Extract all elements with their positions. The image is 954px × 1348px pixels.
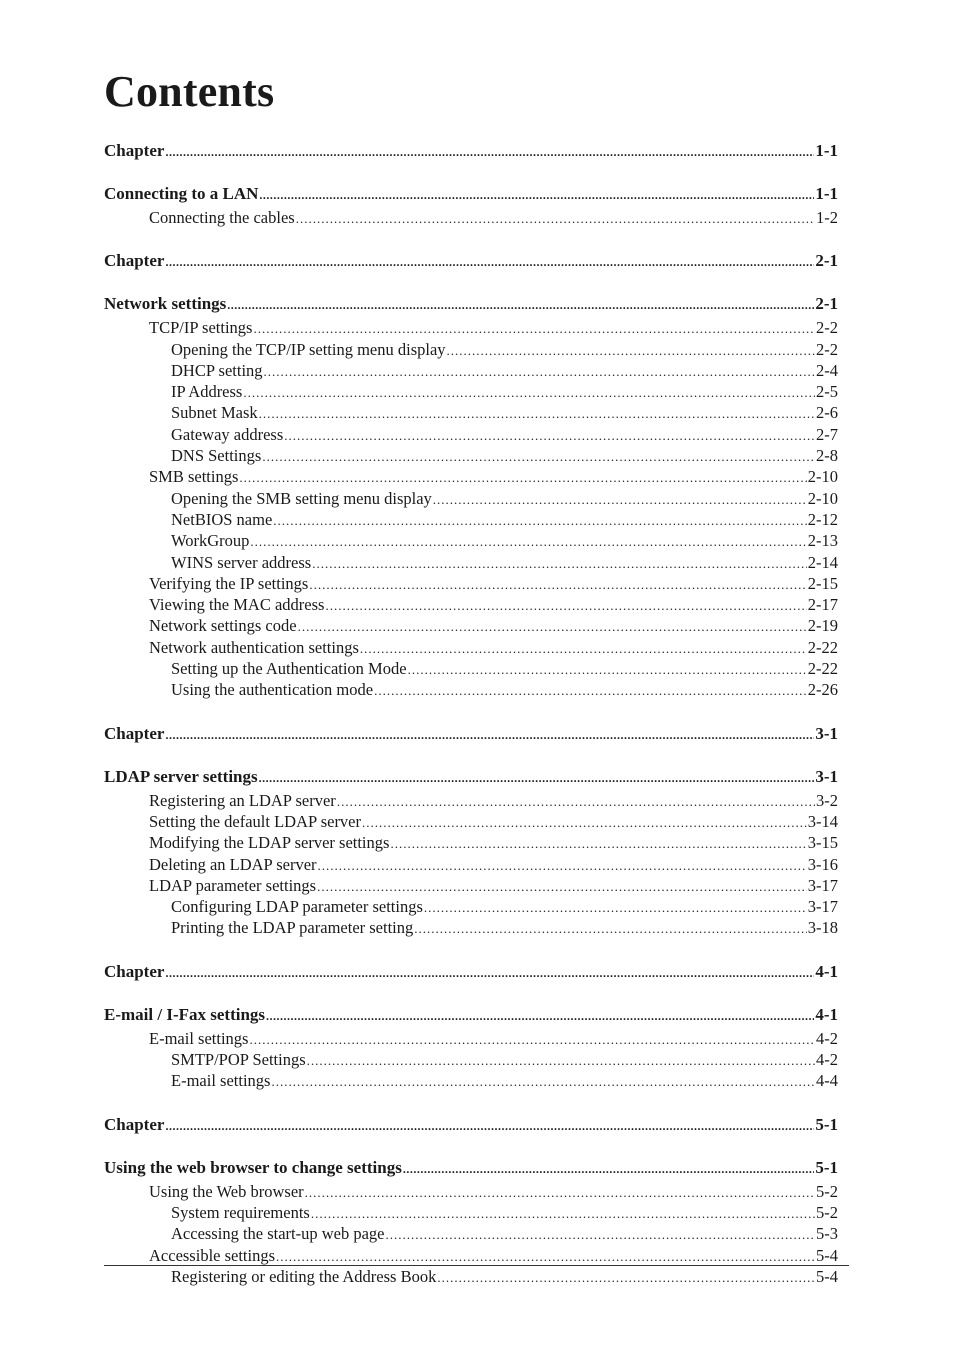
dot-leader xyxy=(243,383,815,403)
toc-subsubsection-entry[interactable] xyxy=(104,1267,838,1288)
toc-entry-page: 3-15 xyxy=(807,833,838,853)
dot-leader xyxy=(250,532,806,552)
toc-entry-title: Registering an LDAP server xyxy=(149,790,336,810)
toc-entry-page: 5-1 xyxy=(815,1114,838,1134)
toc-entry-page: 4-1 xyxy=(815,961,838,981)
toc-entry-page: 5-2 xyxy=(816,1202,838,1222)
toc-section-entry[interactable] xyxy=(104,1158,838,1179)
toc-entry-title: Using the Web browser xyxy=(149,1181,304,1201)
toc-entry-page: 2-1 xyxy=(815,251,838,271)
toc-entry-page: 5-2 xyxy=(816,1181,838,1201)
toc-subsection-entry[interactable] xyxy=(104,833,838,854)
toc-entry-title: Using the authentication mode xyxy=(171,680,374,700)
toc-entry-title: Modifying the LDAP server settings xyxy=(149,833,390,853)
toc-entry-page: 2-19 xyxy=(807,616,838,636)
toc-entry-title: DNS Settings xyxy=(171,446,262,466)
toc-entry-page: 3-18 xyxy=(807,918,838,938)
toc-entry-page: 4-2 xyxy=(816,1028,838,1048)
toc-entry-title: Network settings code xyxy=(149,616,297,636)
toc-entry-page: 5-4 xyxy=(816,1245,838,1265)
toc-entry-title: Gateway address xyxy=(171,424,284,444)
dot-leader xyxy=(239,468,806,488)
dot-leader xyxy=(424,898,807,918)
toc-entry-title: LDAP server settings xyxy=(104,766,258,786)
toc-entry-title: Chapter xyxy=(104,723,165,743)
toc-subsubsection-entry[interactable] xyxy=(104,1071,838,1092)
footer-rule xyxy=(104,1265,849,1266)
dot-leader xyxy=(284,426,815,446)
toc-entry-title: IP Address xyxy=(171,382,243,402)
toc-entry-title: Viewing the MAC address xyxy=(149,595,325,615)
toc-subsubsection-entry[interactable] xyxy=(104,659,838,680)
toc-chapter-entry[interactable] xyxy=(104,962,838,983)
toc-subsubsection-entry[interactable] xyxy=(104,531,838,552)
toc-entry-page: 2-14 xyxy=(807,552,838,572)
toc-entry-page: 3-1 xyxy=(815,723,838,743)
dot-leader xyxy=(165,963,814,983)
toc-entry-page: 2-8 xyxy=(816,446,838,466)
toc-entry-title: Printing the LDAP parameter setting xyxy=(171,918,414,938)
toc-entry-title: WINS server address xyxy=(171,552,312,572)
toc-chapter-entry[interactable] xyxy=(104,724,838,745)
toc-entry-page: 2-12 xyxy=(807,509,838,529)
toc-subsection-entry[interactable] xyxy=(104,855,838,876)
dot-leader xyxy=(276,1247,815,1267)
toc-subsection-entry[interactable] xyxy=(104,876,838,897)
toc-entry-page: 4-2 xyxy=(816,1050,838,1070)
toc-subsubsection-entry[interactable] xyxy=(104,340,838,361)
dot-leader xyxy=(318,856,807,876)
toc-entry-page: 2-5 xyxy=(816,382,838,402)
toc-entry-page: 2-22 xyxy=(807,659,838,679)
toc-chapter-entry[interactable] xyxy=(104,141,838,162)
toc-subsubsection-entry[interactable] xyxy=(104,897,838,918)
toc-section-entry[interactable] xyxy=(104,767,838,788)
toc-entry-page: 2-26 xyxy=(807,680,838,700)
toc-section-entry[interactable] xyxy=(104,1005,838,1026)
toc-subsubsection-entry[interactable] xyxy=(104,382,838,403)
toc-subsection-entry[interactable] xyxy=(104,1246,838,1267)
toc-entry-title: Registering or editing the Address Book xyxy=(171,1266,437,1286)
toc-entry-page: 5-3 xyxy=(816,1224,838,1244)
toc-entry-title: SMB settings xyxy=(149,467,239,487)
toc-entry-page: 3-17 xyxy=(807,897,838,917)
toc-subsection-entry[interactable] xyxy=(104,1029,838,1050)
toc-entry-title: Subnet Mask xyxy=(171,403,258,423)
toc-entry-title: TCP/IP settings xyxy=(149,318,253,338)
toc-entry-page: 1-2 xyxy=(816,208,838,227)
toc-subsubsection-entry[interactable] xyxy=(104,680,838,701)
toc-entry-title: Setting up the Authentication Mode xyxy=(171,659,407,679)
dot-leader xyxy=(433,490,807,510)
dot-leader xyxy=(317,877,807,897)
dot-leader xyxy=(298,617,807,637)
page-title: Contents xyxy=(104,67,275,116)
toc-entry-page: 1-1 xyxy=(815,184,838,203)
dot-leader xyxy=(165,725,814,745)
dot-leader xyxy=(403,1159,815,1179)
dot-leader xyxy=(408,660,807,680)
toc-entry-page: 2-10 xyxy=(807,467,838,487)
toc-subsubsection-entry[interactable] xyxy=(104,403,838,424)
toc-subsubsection-entry[interactable] xyxy=(104,1050,838,1071)
toc-entry-title: Network settings xyxy=(104,294,227,314)
dot-leader xyxy=(414,919,806,939)
dot-leader xyxy=(325,596,806,616)
toc-entry-page: 2-17 xyxy=(807,595,838,615)
dot-leader xyxy=(249,1030,815,1050)
toc-entry-page: 3-16 xyxy=(807,854,838,874)
toc-entry-page: 2-7 xyxy=(816,424,838,444)
toc-entry-page: 4-1 xyxy=(815,1004,838,1024)
toc-subsection-entry[interactable] xyxy=(104,595,838,616)
toc-entry-title: NetBIOS name xyxy=(171,509,273,529)
toc-entry-page: 3-2 xyxy=(816,790,838,810)
dot-leader xyxy=(386,1225,815,1245)
toc-subsection-entry[interactable] xyxy=(104,638,838,659)
dot-leader xyxy=(311,1204,815,1224)
dot-leader xyxy=(309,575,806,595)
toc-entry-title: Network authentication settings xyxy=(149,637,359,657)
toc-entry-page: 2-15 xyxy=(807,573,838,593)
dot-leader xyxy=(266,1006,814,1026)
toc-entry-title: Using the web browser to change settings xyxy=(104,1157,402,1177)
table-of-contents xyxy=(104,138,838,1288)
dot-leader xyxy=(165,142,814,162)
toc-entry-title: E-mail settings xyxy=(171,1071,271,1091)
toc-subsubsection-entry[interactable] xyxy=(104,553,838,574)
toc-entry-title: LDAP parameter settings xyxy=(149,875,317,895)
dot-leader xyxy=(390,834,806,854)
toc-subsection-entry[interactable] xyxy=(104,318,838,339)
toc-entry-title: Accessing the start-up web page xyxy=(171,1224,385,1244)
dot-leader xyxy=(273,511,806,531)
toc-entry-title: Connecting to a LAN xyxy=(104,184,259,203)
toc-entry-page: 2-2 xyxy=(816,339,838,359)
dot-leader xyxy=(447,341,815,361)
toc-entry-title: Opening the TCP/IP setting menu display xyxy=(171,339,446,359)
dot-leader xyxy=(362,813,807,833)
toc-entry-title: SMTP/POP Settings xyxy=(171,1050,306,1070)
toc-section-entry[interactable] xyxy=(104,294,838,315)
toc-entry-title: Verifying the IP settings xyxy=(149,573,309,593)
toc-entry-title: Chapter xyxy=(104,961,165,981)
dot-leader xyxy=(337,792,815,812)
toc-entry-page: 2-1 xyxy=(815,294,838,314)
toc-subsubsection-entry[interactable] xyxy=(104,1203,838,1224)
toc-entry-page: 2-22 xyxy=(807,637,838,657)
dot-leader xyxy=(259,404,815,424)
toc-subsection-entry[interactable] xyxy=(104,616,838,637)
toc-entry-page: 2-10 xyxy=(807,488,838,508)
dot-leader xyxy=(374,681,807,701)
dot-leader xyxy=(437,1268,815,1288)
toc-subsection-entry[interactable] xyxy=(104,208,838,229)
toc-entry-page: 3-14 xyxy=(807,811,838,831)
dot-leader xyxy=(165,252,814,272)
toc-entry-page: 3-17 xyxy=(807,875,838,895)
dot-leader xyxy=(305,1183,815,1203)
toc-entry-title: WorkGroup xyxy=(171,531,250,551)
dot-leader xyxy=(264,362,815,382)
dot-leader xyxy=(271,1072,815,1092)
toc-subsubsection-entry[interactable] xyxy=(104,446,838,467)
toc-subsection-entry[interactable] xyxy=(104,1182,838,1203)
dot-leader xyxy=(259,768,815,788)
dot-leader xyxy=(296,209,815,229)
toc-entry-page: 2-4 xyxy=(816,360,838,380)
toc-subsection-entry[interactable] xyxy=(104,574,838,595)
toc-entry-page: 2-13 xyxy=(807,531,838,551)
dot-leader xyxy=(307,1051,815,1071)
dot-leader xyxy=(312,554,807,574)
toc-entry-title: E-mail / I-Fax settings xyxy=(104,1004,266,1024)
toc-entry-title: Configuring LDAP parameter settings xyxy=(171,897,423,917)
toc-subsubsection-entry[interactable] xyxy=(104,510,838,531)
toc-subsubsection-entry[interactable] xyxy=(104,425,838,446)
toc-entry-title: Deleting an LDAP server xyxy=(149,854,317,874)
toc-entry-title: DHCP setting xyxy=(171,360,263,380)
toc-chapter-entry[interactable] xyxy=(104,1115,838,1136)
toc-entry-title: Chapter xyxy=(104,251,165,271)
toc-entry-title: System requirements xyxy=(171,1202,310,1222)
dot-leader xyxy=(253,319,815,339)
toc-section-entry[interactable] xyxy=(104,184,838,205)
toc-subsubsection-entry[interactable] xyxy=(104,1224,838,1245)
toc-entry-page: 3-1 xyxy=(815,766,838,786)
toc-entry-page: 1-1 xyxy=(815,141,838,160)
toc-entry-page: 5-1 xyxy=(815,1157,838,1177)
toc-subsubsection-entry[interactable] xyxy=(104,361,838,382)
dot-leader xyxy=(360,639,807,659)
toc-entry-title: E-mail settings xyxy=(149,1028,249,1048)
toc-entry-title: Chapter xyxy=(104,1114,165,1134)
toc-entry-title: Connecting the cables xyxy=(149,208,295,227)
dot-leader xyxy=(165,1116,814,1136)
toc-entry-title: Opening the SMB setting menu display xyxy=(171,488,432,508)
toc-entry-page: 4-4 xyxy=(816,1071,838,1091)
toc-subsubsection-entry[interactable] xyxy=(104,489,838,510)
toc-subsection-entry[interactable] xyxy=(104,791,838,812)
toc-entry-title: Accessible settings xyxy=(149,1245,276,1265)
dot-leader xyxy=(259,185,814,205)
toc-entry-page: 5-4 xyxy=(816,1266,838,1286)
dot-leader xyxy=(262,447,815,467)
toc-entry-title: Chapter xyxy=(104,141,165,160)
toc-entry-page: 2-2 xyxy=(816,318,838,338)
toc-subsection-entry[interactable] xyxy=(104,467,838,488)
toc-entry-title: Setting the default LDAP server xyxy=(149,811,362,831)
toc-subsection-entry[interactable] xyxy=(104,812,838,833)
toc-entry-page: 2-6 xyxy=(816,403,838,423)
toc-subsubsection-entry[interactable] xyxy=(104,918,838,939)
dot-leader xyxy=(227,295,814,315)
toc-chapter-entry[interactable] xyxy=(104,251,838,272)
